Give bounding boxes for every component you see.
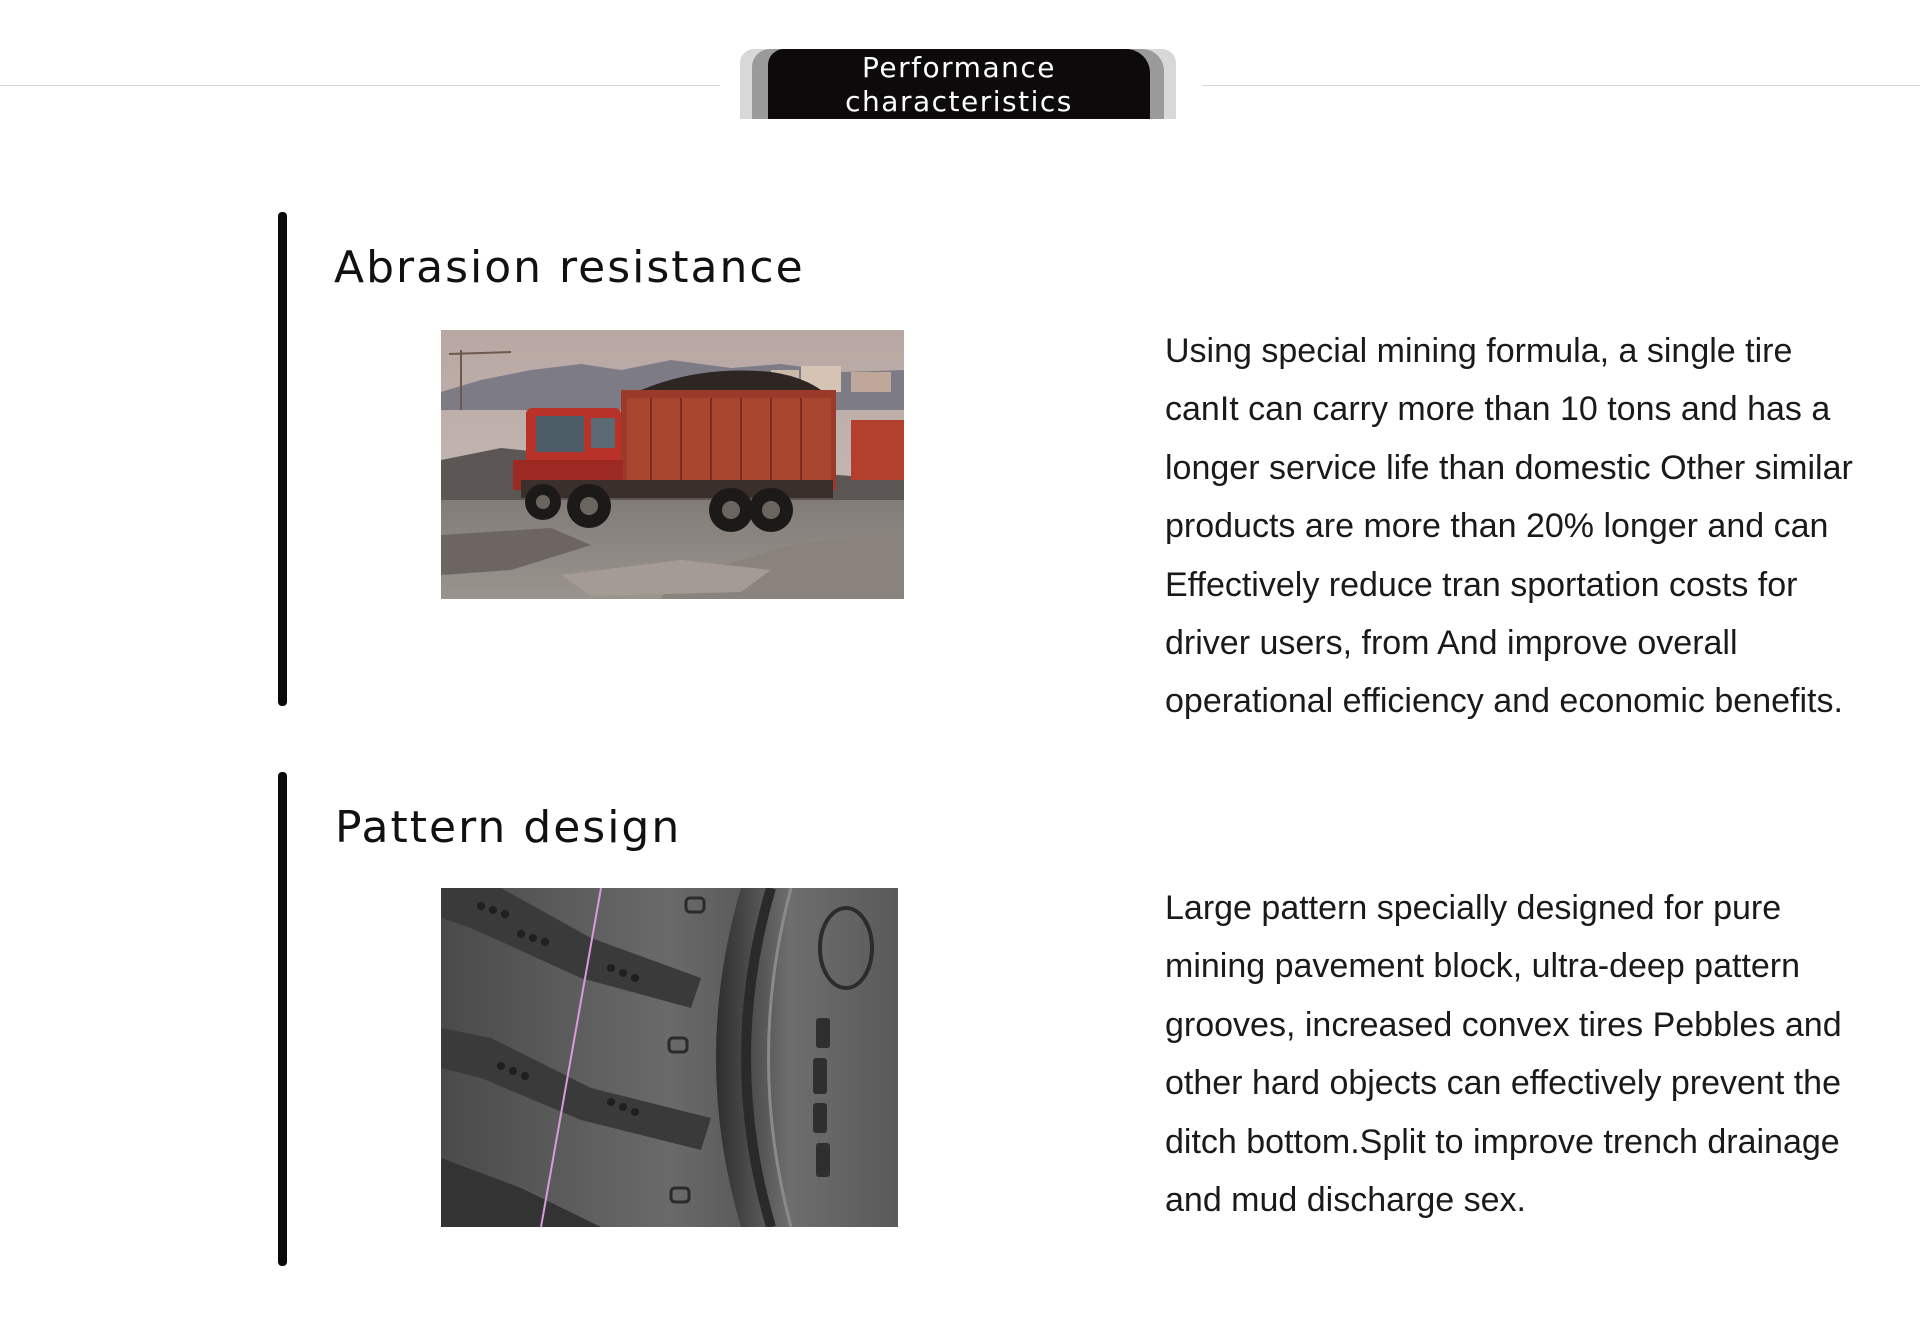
section-title-abrasion: Abrasion resistance	[334, 242, 805, 293]
header-divider-right	[1203, 85, 1920, 86]
red-mining-dump-truck-photo	[441, 330, 904, 599]
section-accent-bar	[278, 212, 287, 706]
section-title-pattern: Pattern design	[335, 802, 682, 853]
tire-tread-pattern-photo	[441, 888, 898, 1227]
section-title-badge	[740, 49, 1176, 119]
section-description-abrasion: Using special mining formula, a single tire canIt can carry more than 10 tons and has a longer service life than domestic Other similar products are more than 20% longer and can Effectively reduce tran sportation costs for driver users, from And improve overall operational efficiency and economic benefits.	[1165, 332, 1853, 721]
section-accent-bar	[278, 772, 287, 1266]
badge-label	[768, 49, 1150, 119]
badge-line-1: Performance	[862, 51, 1056, 84]
header-divider-left	[0, 85, 720, 86]
section-description-pattern: Large pattern specially designed for pure mining pavement block, ultra-deep pattern grooves, increased convex tires Pebbles and other hard objects can effectively prevent the ditch bottom.Split to improve trench drainage and mud discharge sex.	[1165, 889, 1842, 1220]
badge-line-2: characteristics	[845, 85, 1073, 118]
